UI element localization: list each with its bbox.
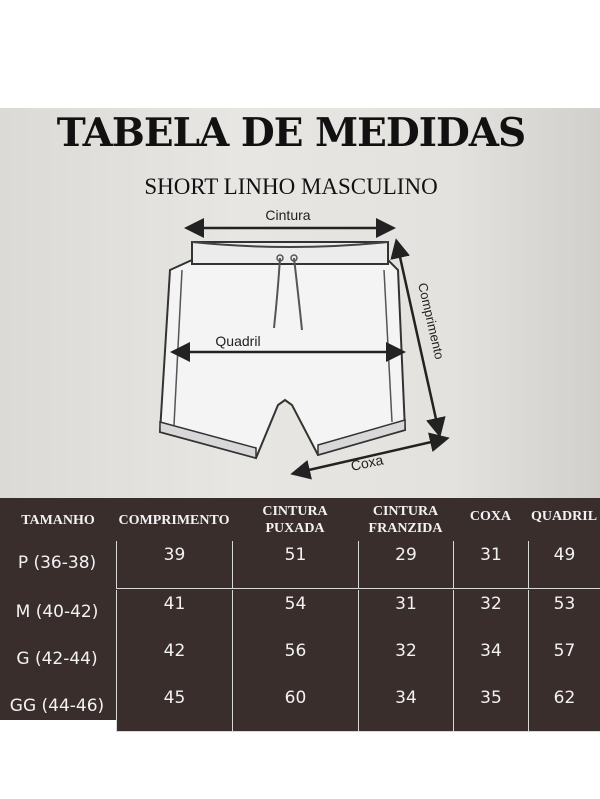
page-subtitle: SHORT LINHO MASCULINO	[144, 174, 438, 199]
column-header-line: PUXADA	[265, 521, 325, 536]
table-cell: 35	[453, 684, 528, 732]
size-label: M (40-42)	[15, 602, 99, 622]
table-cell: 34	[358, 684, 453, 732]
table-cell: 32	[453, 590, 528, 638]
column-header-line: COMPRIMENTO	[118, 513, 230, 528]
table-cell: 51	[232, 541, 358, 589]
table-cell: 49	[528, 541, 600, 589]
table-cell: 53	[528, 590, 600, 638]
table-cell: 60	[232, 684, 358, 732]
column-header-line: QUADRIL	[530, 509, 598, 524]
table-cell: 34	[453, 637, 528, 685]
column-header-line: FRANZIDA	[368, 521, 443, 536]
column-header	[116, 512, 232, 529]
thigh-label: Coxa	[349, 451, 385, 474]
column-header-line: CINTURA	[262, 504, 328, 519]
hip-label: Quadril	[215, 333, 261, 349]
shorts-diagram	[140, 200, 460, 480]
column-header-line: CINTURA	[372, 504, 439, 519]
shorts-outline	[160, 242, 405, 458]
table-cell: 31	[358, 590, 453, 638]
table-cell: 56	[232, 637, 358, 685]
table-cell: 39	[116, 541, 232, 589]
column-header	[453, 508, 528, 525]
table-cell: 45	[116, 684, 232, 732]
column-header	[528, 508, 600, 525]
column-header	[0, 512, 116, 529]
table-cell: 31	[453, 541, 528, 589]
page-title: TABELA DE MEDIDAS	[56, 110, 526, 156]
waist-label: Cintura	[265, 207, 311, 223]
length-label: Comprimento	[415, 281, 448, 361]
column-header	[232, 503, 358, 537]
column-header-line: TAMANHO	[21, 513, 95, 528]
table-cell: 32	[358, 637, 453, 685]
column-header	[358, 503, 453, 537]
table-cell: 62	[528, 684, 600, 732]
table-cell: 42	[116, 637, 232, 685]
table-cell: 57	[528, 637, 600, 685]
size-label: GG (44-46)	[9, 696, 105, 716]
size-label: G (42-44)	[16, 649, 98, 669]
column-header-line: COXA	[469, 509, 512, 524]
table-cell: 54	[232, 590, 358, 638]
table-cell: 29	[358, 541, 453, 589]
size-label: P (36-38)	[17, 553, 97, 573]
table-cell: 41	[116, 590, 232, 638]
